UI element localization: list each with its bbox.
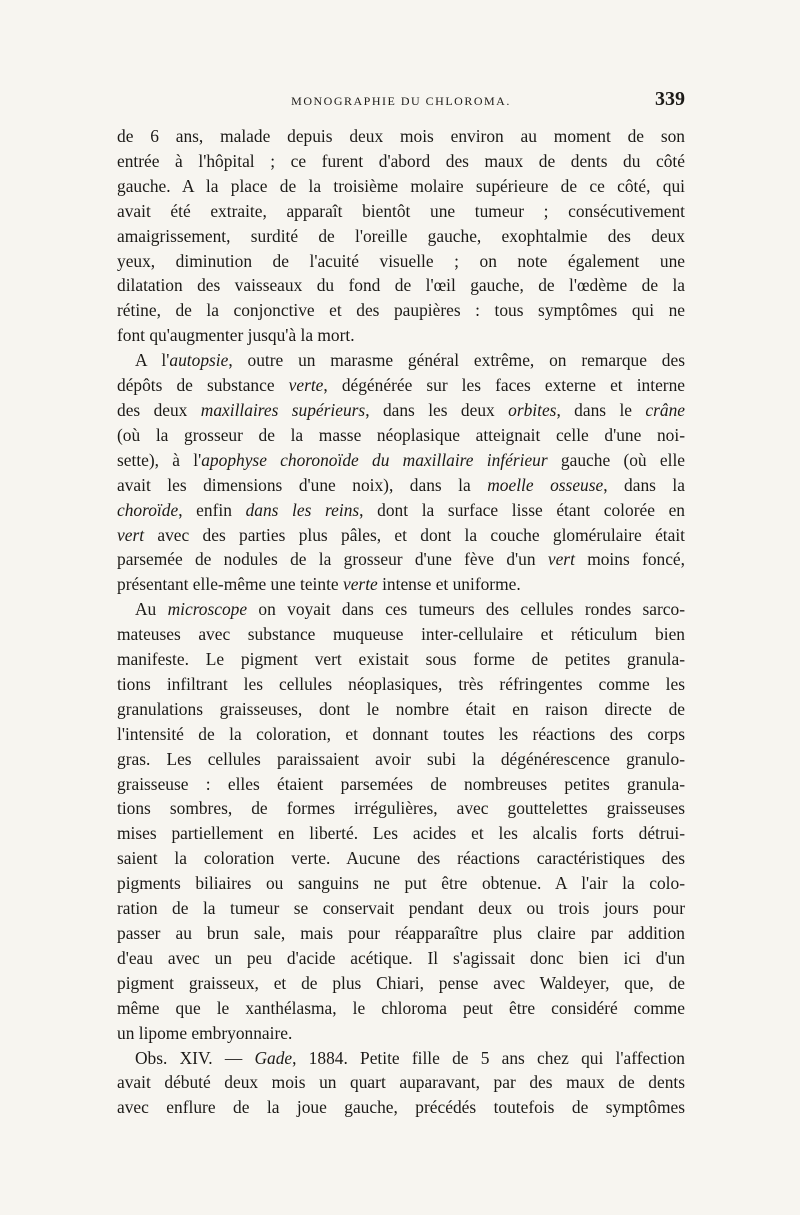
text-line: dilatation des vaisseaux du fond de l'œil gauche, de l'œdème de la	[117, 275, 685, 296]
text-segment: avait les dimensions d'une noix), dans la	[117, 474, 488, 495]
text-line: font qu'augmenter jusqu'à la mort.	[117, 325, 355, 346]
text-line	[117, 473, 685, 498]
italic-text: vert	[547, 549, 575, 570]
text-line: entrée à l'hôpital ; ce furent d'abord des maux de dents du côté	[117, 150, 685, 171]
paragraph	[117, 1046, 685, 1121]
text-segment: moins foncé,	[574, 549, 685, 570]
text-segment: (où la grosseur de la masse néoplasique atteignait celle d'une noi-	[117, 424, 685, 445]
text-line: tions sombres, de formes irrégulières, avec gouttelettes graisseuses	[117, 798, 685, 819]
text-line: tions infiltrant les cellules néoplasiques, très réfringentes comme les	[117, 673, 685, 694]
text-segment: intense et uniforme.	[377, 574, 521, 595]
text-line: un lipome embryonnaire.	[117, 1022, 293, 1043]
text-segment: parsemée de nodules de la grosseur d'une fève d'un	[117, 549, 548, 570]
italic-text: orbites	[508, 399, 557, 420]
text-line: ration de la tumeur se conservait pendant deux ou trois jours pour	[117, 898, 685, 919]
text-segment: , dont la surface lisse étant colorée en	[359, 499, 685, 520]
italic-text: verte	[288, 375, 324, 396]
text-line	[117, 448, 685, 473]
italic-text: maxillaires supérieurs	[200, 399, 366, 420]
text-line: mises partiellement en liberté. Les acides et les alcalis forts détrui-	[117, 823, 685, 844]
paragraph	[117, 124, 685, 348]
text-segment: avec des parties plus pâles, et dont la couche glomérulaire était	[144, 524, 685, 545]
text-line	[117, 597, 685, 622]
italic-text: autopsie	[169, 350, 229, 371]
text-segment: , dans la	[603, 474, 685, 495]
text-line: amaigrissement, surdité de l'oreille gauche, exophtalmie des deux	[117, 225, 685, 246]
text-line	[117, 523, 685, 548]
italic-text: verte	[342, 574, 378, 595]
text-line	[117, 1046, 685, 1071]
italic-text: crâne	[645, 399, 685, 420]
italic-text: Gade	[254, 1047, 293, 1068]
text-line: graisseuse : elles étaient parsemées de nombreuses petites granula-	[117, 773, 685, 794]
text-line	[117, 498, 685, 523]
text-line	[117, 398, 685, 423]
text-segment: , dégénérée sur les faces externe et interne	[323, 375, 685, 396]
text-segment: , enfin	[178, 499, 246, 520]
text-line: passer au brun sale, mais pour réapparaître plus claire par addition	[117, 923, 685, 943]
text-line: saient la coloration verte. Aucune des réactions caractéristiques des	[117, 848, 685, 869]
text-line: d'eau avec un peu d'acide acétique. Il s'agissait donc bien ici d'un	[117, 947, 685, 968]
text-line: granulations graisseuses, dont le nombre était en raison directe de	[117, 698, 685, 719]
body-text	[117, 124, 685, 1120]
text-line: avait été extraite, apparaît bientôt une tumeur ; consécutivement	[117, 200, 685, 221]
text-segment: on voyait dans ces tumeurs des cellules rondes sarco-	[247, 599, 685, 620]
running-title: MONOGRAPHIE DU CHLOROMA.	[291, 94, 511, 108]
text-segment: , 1884. Petite fille de 5 ans chez qui l'affection	[292, 1047, 685, 1068]
text-segment: , outre un marasme général extrême, on remarque des	[228, 350, 685, 371]
text-line: manifeste. Le pigment vert existait sous forme de petites granula-	[117, 649, 685, 670]
text-segment: Au	[135, 599, 168, 620]
text-line: l'intensité de la coloration, et donnant toutes les réactions des corps	[117, 723, 685, 744]
text-line	[117, 423, 685, 448]
text-segment: Obs. XIV. —	[135, 1047, 255, 1068]
italic-text: moelle osseuse	[487, 474, 604, 495]
book-page	[117, 88, 685, 1120]
text-line: avec enflure de la joue gauche, précédés toutefois de symptômes	[117, 1097, 685, 1118]
text-line: pigment graisseux, et de plus Chiari, pense avec Waldeyer, que, de	[117, 972, 685, 993]
italic-text: choroïde	[117, 499, 179, 520]
page-number: 339	[655, 88, 685, 110]
italic-text: apophyse choronoïde du maxillaire inférieur	[201, 449, 548, 470]
text-segment: dépôts de substance	[117, 375, 289, 396]
text-segment: , dans le	[556, 399, 646, 420]
italic-text: vert	[117, 524, 145, 545]
italic-text: dans les reins	[245, 499, 360, 520]
text-line: rétine, de la conjonctive et des paupières : tous symptômes qui ne	[117, 300, 685, 321]
italic-text: microscope	[167, 599, 248, 620]
text-segment: A l'	[135, 350, 170, 371]
page-header	[117, 88, 685, 118]
paragraph	[117, 597, 685, 1045]
text-line: gras. Les cellules paraissaient avoir subi la dégénérescence granulo-	[117, 748, 685, 769]
text-line: de 6 ans, malade depuis deux mois environ au moment de son	[117, 126, 685, 146]
text-segment: présentant elle-même une teinte	[117, 574, 343, 595]
text-line: pigments biliaires ou sanguins ne put être obtenue. A l'air la colo-	[117, 873, 685, 894]
text-line	[117, 547, 685, 572]
text-segment: , dans les deux	[365, 399, 509, 420]
paragraph	[117, 348, 685, 597]
text-line: yeux, diminution de l'acuité visuelle ; on note également une	[117, 250, 685, 271]
text-line	[117, 348, 685, 373]
text-segment: des deux	[117, 399, 201, 420]
text-segment: gauche (où elle	[547, 449, 685, 470]
text-line: même que le xanthélasma, le chloroma peut être considéré comme	[117, 997, 685, 1018]
text-line	[117, 373, 685, 398]
text-line: mateuses avec substance muqueuse inter-cellulaire et réticulum bien	[117, 624, 685, 645]
text-line	[117, 572, 685, 597]
text-line: avait débuté deux mois un quart auparavant, par des maux de dents	[117, 1072, 685, 1093]
text-line: gauche. A la place de la troisième molaire supérieure de ce côté, qui	[117, 175, 685, 196]
text-segment: sette), à l'	[117, 449, 202, 470]
